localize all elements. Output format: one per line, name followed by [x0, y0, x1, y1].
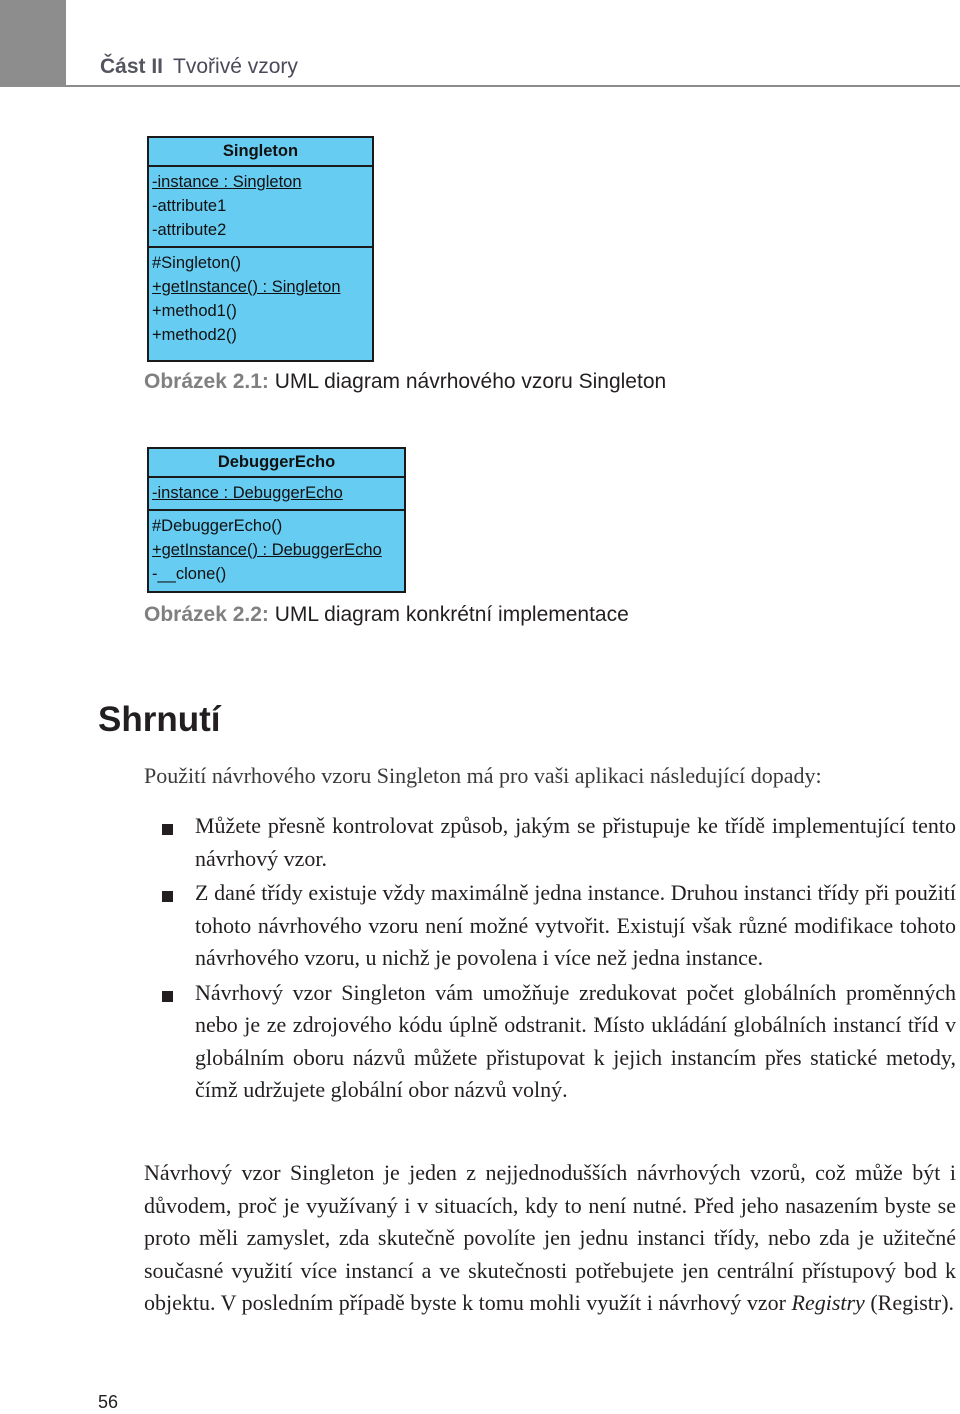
- caption-label: Obrázek 2.1:: [144, 370, 269, 393]
- bullet-item: [144, 810, 956, 875]
- uml-method: #DebuggerEcho(): [152, 517, 283, 535]
- uml-attributes: [149, 478, 404, 511]
- bullet-text: Z dané třídy existuje vždy maximálně jedna instance. Druhou instanci třídy při použití tohoto návrhového vzoru není možné vytvořit. Existují však různé modifikace tohoto návrhového vzoru, u nichž je povolena i více než jedna instance.: [195, 880, 956, 970]
- header-rule: [0, 85, 960, 87]
- intro-paragraph: Použití návrhového vzoru Singleton má pro vaši aplikaci následující dopady:: [144, 763, 822, 788]
- uml-attribute: -attribute2: [152, 221, 227, 239]
- uml-class-name: Singleton: [149, 138, 372, 167]
- uml-class-debuggerecho: [147, 447, 406, 593]
- uml-method: #Singleton(): [152, 254, 241, 272]
- caption-label: Obrázek 2.2:: [144, 603, 269, 626]
- uml-method: +getInstance() : Singleton: [152, 278, 341, 296]
- uml-method: +method2(): [152, 326, 237, 344]
- uml-attribute: -attribute1: [152, 197, 227, 215]
- figure-caption-1: [144, 370, 666, 394]
- uml-methods: [149, 511, 404, 590]
- bullet-text: Návrhový vzor Singleton vám umožňuje zredukovat počet globálních proměnných nebo je ze zdrojového kódu úplně odstranit. Místo ukládání globálních instancí tříd v globálním oboru názvů můžete přistupovat k jejich instancím přes statické metody, čímž udržujete globální obor názvů volný.: [195, 979, 956, 1102]
- bullet-text: Můžete přesně kontrolovat způsob, jakým se přistupuje ke třídě implementující tento návrhový vzor.: [195, 813, 956, 871]
- page-number: 56: [98, 1392, 119, 1412]
- figure-caption-2: [144, 603, 629, 627]
- uml-attribute: -instance : Singleton: [152, 173, 302, 191]
- caption-text: UML diagram konkrétní implementace: [274, 603, 629, 626]
- uml-class-name: DebuggerEcho: [149, 449, 404, 478]
- part-label: Část II: [100, 55, 164, 78]
- bullet-item: [144, 977, 956, 1107]
- closing-text: Návrhový vzor Singleton je jeden z nejjednodušších návrhových vzorů, což může být i důvodem, proč je využívaný i v situacích, kdy to není nutné. Před jeho nasazením byste se proto měli zamyslet, zda skutečně povolíte jen jednu instanci třídy, nebo zda je užitečné současné využití více instancí a ve skutečnosti potřebujete jen centrální přístupový bod k objektu. V posledním případě byste k tomu mohli využít i návrhový vzor: [144, 1160, 956, 1315]
- uml-class-singleton: [147, 136, 374, 362]
- closing-paragraph: [144, 1157, 956, 1320]
- bullet-list: [144, 810, 956, 1109]
- closing-end: (Registr).: [864, 1290, 955, 1315]
- square-bullet-icon: [162, 991, 173, 1002]
- running-head: [100, 55, 298, 79]
- corner-tab: [0, 0, 66, 87]
- caption-text: UML diagram návrhového vzoru Singleton: [274, 370, 667, 393]
- uml-methods: [149, 248, 372, 351]
- part-title: Tvořivé vzory: [173, 55, 298, 78]
- uml-attributes: [149, 167, 372, 248]
- registry-term: Registry: [791, 1290, 865, 1315]
- uml-method: +getInstance() : DebuggerEcho: [152, 541, 382, 559]
- section-title: Shrnutí: [98, 700, 221, 739]
- uml-attribute: -instance : DebuggerEcho: [152, 484, 343, 502]
- bullet-item: [144, 877, 956, 975]
- uml-method: +method1(): [152, 302, 237, 320]
- square-bullet-icon: [162, 824, 173, 835]
- square-bullet-icon: [162, 891, 173, 902]
- uml-method: -__clone(): [152, 565, 227, 583]
